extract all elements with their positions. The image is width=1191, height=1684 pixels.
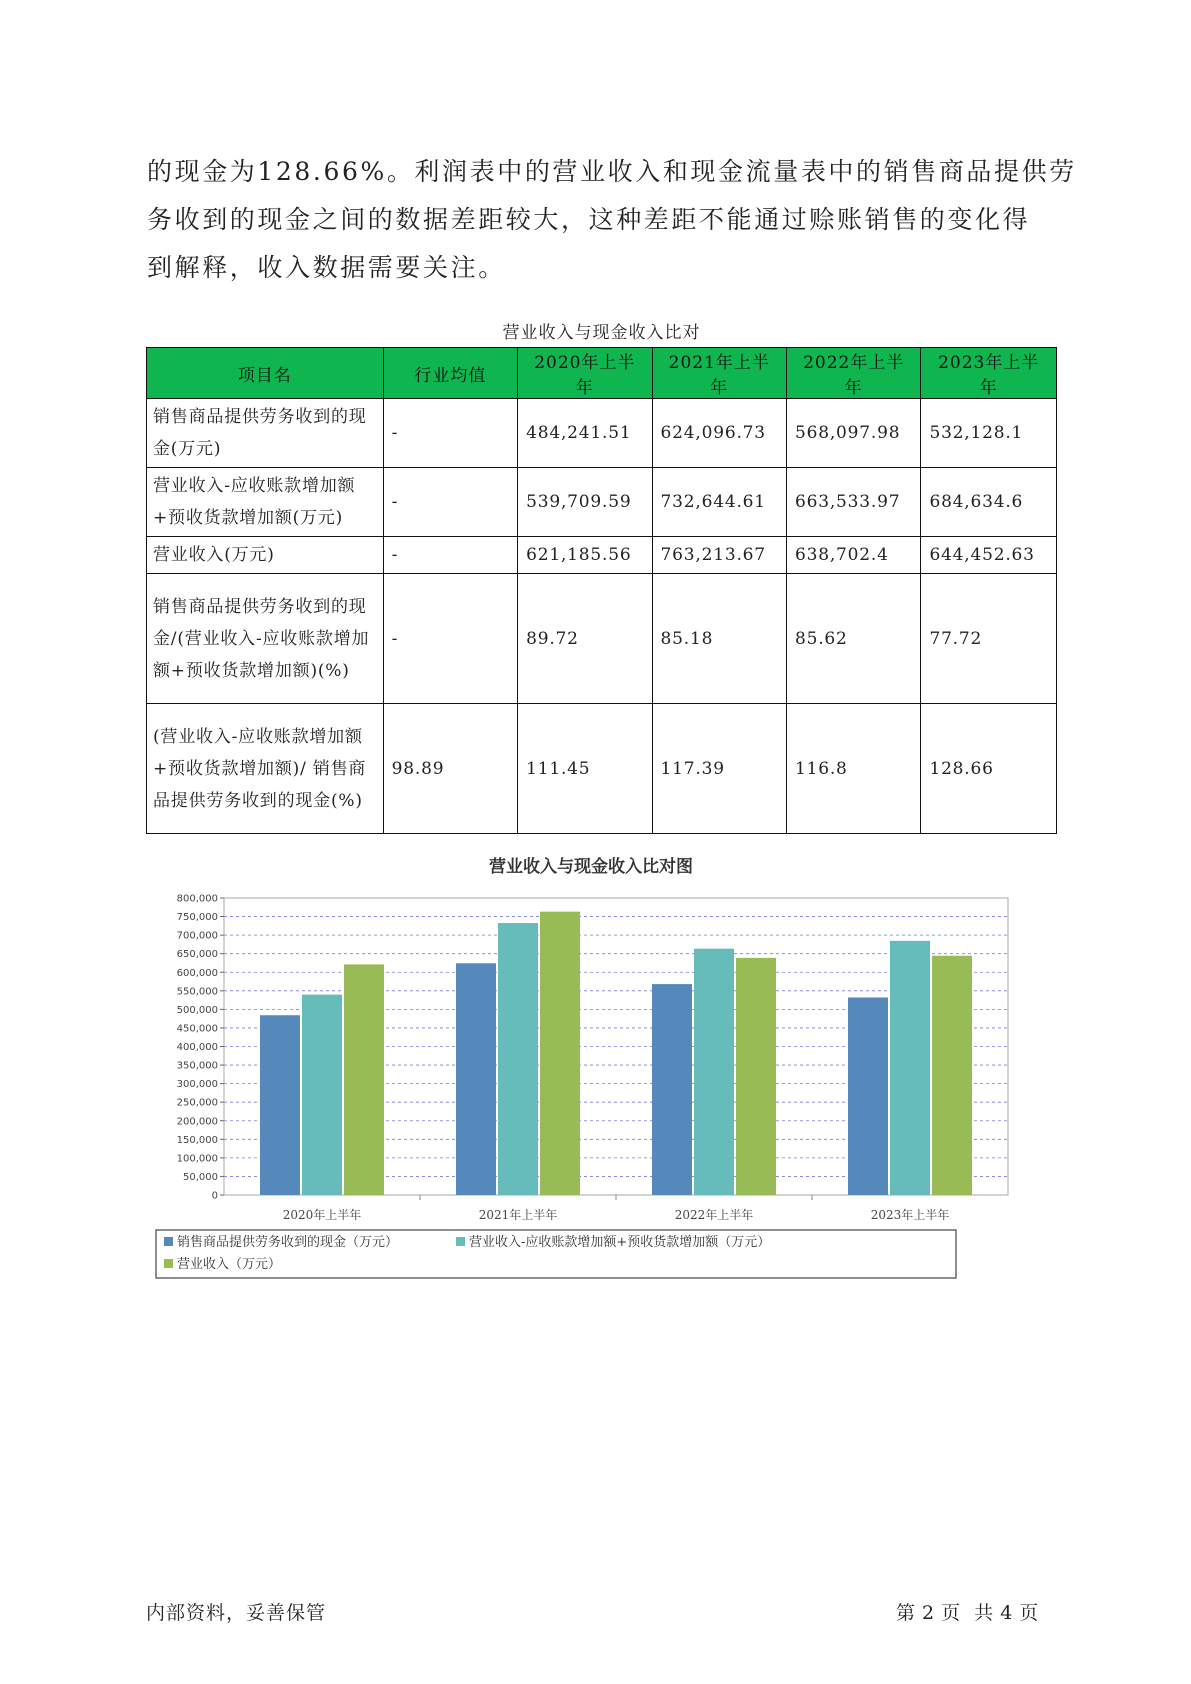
bar xyxy=(694,949,734,1195)
header-item-name: 项目名 xyxy=(147,348,384,399)
chart-svg xyxy=(146,850,1046,1310)
footer-confidential-note: 内部资料，妥善保管 xyxy=(146,1602,327,1624)
table-title: 营业收入与现金收入比对 xyxy=(502,323,701,343)
table-cell: - xyxy=(383,537,517,574)
y-tick-label: 750,000 xyxy=(176,912,218,924)
footer-page-info xyxy=(896,1598,1045,1625)
header-2023h1: 2023年上半年 xyxy=(921,348,1057,399)
comparison-table xyxy=(146,347,1057,834)
row-name: 营业收入-应收账款增加额+预收货款增加额(万元) xyxy=(147,468,384,537)
table-cell: 77.72 xyxy=(921,574,1057,704)
x-tick-label: 2020年上半年 xyxy=(282,1208,362,1222)
paragraph-line-1: 的现金为128.66%。利润表中的营业收入和现金流量表中的销售商品提供劳 xyxy=(147,157,1077,186)
bar xyxy=(260,1015,300,1195)
table-row xyxy=(147,704,1057,834)
bar xyxy=(890,941,930,1195)
bar xyxy=(652,984,692,1195)
y-tick-label: 450,000 xyxy=(176,1023,218,1035)
table-cell: 532,128.1 xyxy=(921,399,1057,468)
bar xyxy=(848,997,888,1195)
table-row xyxy=(147,399,1057,468)
table-cell: 116.8 xyxy=(787,704,921,834)
x-tick-label: 2023年上半年 xyxy=(870,1208,950,1222)
total-label-2: 页 xyxy=(1019,1602,1040,1624)
y-tick-label: 350,000 xyxy=(176,1060,218,1072)
x-tick-label: 2021年上半年 xyxy=(478,1208,558,1222)
total-pages: 4 xyxy=(1000,1602,1014,1624)
table-cell: 624,096.73 xyxy=(652,399,786,468)
table-cell: 684,634.6 xyxy=(921,468,1057,537)
paragraph-line-3: 到解释，收入数据需要关注。 xyxy=(147,253,506,282)
table-cell: 484,241.51 xyxy=(518,399,652,468)
page-label-1: 第 xyxy=(896,1602,917,1624)
y-tick-label: 500,000 xyxy=(176,1004,218,1016)
table-row xyxy=(147,468,1057,537)
y-tick-label: 300,000 xyxy=(176,1079,218,1091)
table-cell: - xyxy=(383,399,517,468)
legend-swatch xyxy=(164,1237,173,1246)
table-cell: 539,709.59 xyxy=(518,468,652,537)
page-number: 2 xyxy=(922,1602,936,1624)
table-cell: 732,644.61 xyxy=(652,468,786,537)
bar xyxy=(498,923,538,1195)
x-tick-label: 2022年上半年 xyxy=(674,1208,754,1222)
bar xyxy=(736,958,776,1195)
table-row xyxy=(147,537,1057,574)
legend-swatch xyxy=(164,1259,173,1268)
bar xyxy=(456,963,496,1195)
header-2022h1: 2022年上半年 xyxy=(787,348,921,399)
table-cell: 117.39 xyxy=(652,704,786,834)
bar-chart xyxy=(146,850,1046,1310)
row-name: 销售商品提供劳务收到的现金(万元) xyxy=(147,399,384,468)
y-tick-label: 0 xyxy=(211,1190,218,1202)
table-row xyxy=(147,574,1057,704)
page-label-2: 页 xyxy=(941,1602,962,1624)
header-industry-avg: 行业均值 xyxy=(383,348,517,399)
table-cell: 111.45 xyxy=(518,704,652,834)
y-tick-label: 650,000 xyxy=(176,949,218,961)
table-cell: 763,213.67 xyxy=(652,537,786,574)
table-cell: 621,185.56 xyxy=(518,537,652,574)
table-cell: 663,533.97 xyxy=(787,468,921,537)
y-tick-label: 800,000 xyxy=(176,893,218,905)
bar xyxy=(302,995,342,1195)
table-cell: 85.62 xyxy=(787,574,921,704)
y-tick-label: 400,000 xyxy=(176,1042,218,1053)
y-tick-label: 250,000 xyxy=(176,1097,218,1109)
table-cell: 89.72 xyxy=(518,574,652,704)
header-2021h1: 2021年上半年 xyxy=(652,348,786,399)
row-name: 营业收入(万元) xyxy=(147,537,384,574)
body-paragraph xyxy=(147,148,1077,292)
y-tick-label: 100,000 xyxy=(176,1153,218,1165)
legend-swatch xyxy=(456,1237,465,1246)
chart-title: 营业收入与现金收入比对图 xyxy=(489,857,693,877)
y-tick-label: 600,000 xyxy=(176,967,218,979)
legend-label: 营业收入-应收账款增加额+预收货款增加额（万元） xyxy=(469,1235,771,1250)
table-cell: 568,097.98 xyxy=(787,399,921,468)
paragraph-line-2: 务收到的现金之间的数据差距较大，这种差距不能通过赊账销售的变化得 xyxy=(147,205,1031,234)
y-tick-label: 50,000 xyxy=(183,1171,218,1183)
table-cell: - xyxy=(383,468,517,537)
table-cell: 85.18 xyxy=(652,574,786,704)
row-name: (营业收入-应收账款增加额+预收货款增加额)/ 销售商品提供劳务收到的现金(%) xyxy=(147,704,384,834)
legend-label: 营业收入（万元） xyxy=(177,1257,282,1272)
header-2020h1: 2020年上半年 xyxy=(518,348,652,399)
table-cell: 128.66 xyxy=(921,704,1057,834)
bar xyxy=(540,912,580,1195)
y-tick-label: 700,000 xyxy=(176,930,218,942)
table-cell: - xyxy=(383,574,517,704)
bar xyxy=(932,956,972,1195)
total-label-1: 共 xyxy=(974,1602,995,1624)
bar xyxy=(344,964,384,1195)
y-tick-label: 550,000 xyxy=(176,986,218,998)
row-name: 销售商品提供劳务收到的现金/(营业收入-应收账款增加额+预收货款增加额)(%) xyxy=(147,574,384,704)
table-cell: 98.89 xyxy=(383,704,517,834)
table-cell: 638,702.4 xyxy=(787,537,921,574)
table-cell: 644,452.63 xyxy=(921,537,1057,574)
legend-label: 销售商品提供劳务收到的现金（万元） xyxy=(177,1235,399,1250)
y-tick-label: 150,000 xyxy=(176,1134,218,1146)
table-header-row xyxy=(147,348,1057,399)
y-tick-label: 200,000 xyxy=(176,1116,218,1128)
